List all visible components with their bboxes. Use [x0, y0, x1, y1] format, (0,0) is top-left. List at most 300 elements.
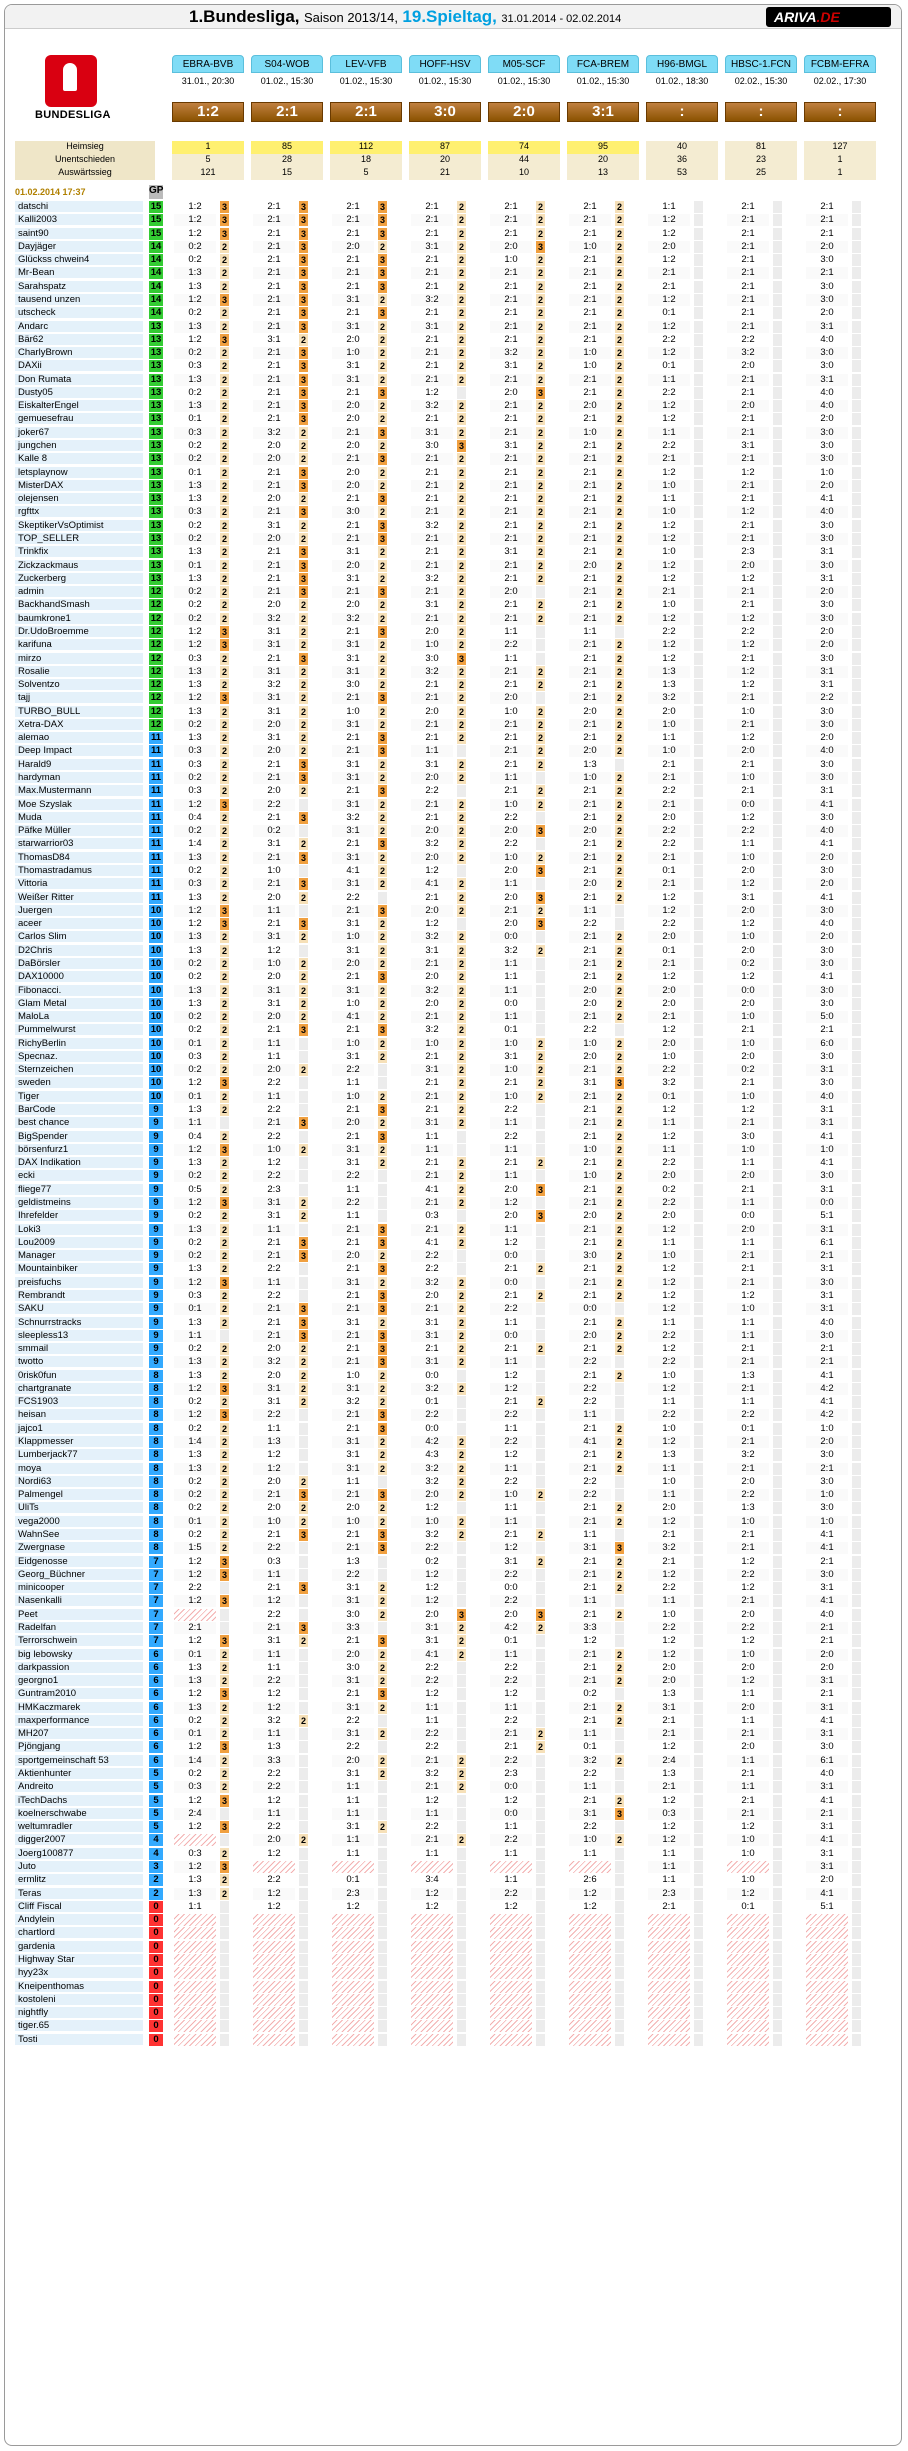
- player-name[interactable]: Palmengel: [15, 1489, 143, 1501]
- player-name[interactable]: Carlos Slim: [15, 931, 143, 943]
- player-name[interactable]: Guntram2010: [15, 1688, 143, 1700]
- point-cell: 2: [537, 401, 543, 412]
- point-cell: [852, 1051, 861, 1063]
- tip-cell: 3:1: [806, 1821, 848, 1833]
- point-cell: 2: [221, 1888, 227, 1899]
- tip-cell: 2:0: [332, 413, 374, 425]
- tip-cell: 3:2: [253, 679, 295, 691]
- point-cell: 2: [221, 746, 227, 757]
- tip-cell: 2:1: [490, 480, 532, 492]
- point-cell: [615, 1303, 624, 1315]
- player-name[interactable]: ThomasD84: [15, 852, 143, 864]
- player-name[interactable]: Zwergnase: [15, 1542, 143, 1554]
- player-name[interactable]: MH207: [15, 1728, 143, 1740]
- player-name[interactable]: fliege77: [15, 1184, 143, 1196]
- point-cell: 2: [616, 666, 622, 677]
- player-name[interactable]: hyy23x: [15, 1967, 143, 1979]
- tip-cell: 0:2: [174, 1237, 216, 1249]
- point-cell: [852, 653, 861, 665]
- player-name[interactable]: maxperformance: [15, 1715, 143, 1727]
- tip-cell: 1:1: [727, 1237, 769, 1249]
- tip-cell: 1:2: [727, 679, 769, 691]
- player-name[interactable]: hardyman: [15, 772, 143, 784]
- tip-cell: 4:0: [806, 1768, 848, 1780]
- tip-cell: 2:1: [569, 1516, 611, 1528]
- point-cell: 3: [221, 905, 227, 916]
- tip-cell: 1:2: [174, 1795, 216, 1807]
- player-name[interactable]: koelnerschwabe: [15, 1808, 143, 1820]
- point-cell: [536, 1356, 545, 1368]
- tip-cell: 4:1: [332, 865, 374, 877]
- player-name[interactable]: WahnSee: [15, 1529, 143, 1541]
- stat-home: 85: [251, 141, 323, 154]
- tip-cell: 2:2: [569, 1396, 611, 1408]
- tip-cell: 2:1: [727, 374, 769, 386]
- point-cell: [694, 440, 703, 452]
- player-name[interactable]: DAX Indikation: [15, 1157, 143, 1169]
- player-name[interactable]: Kneipenthomas: [15, 1981, 143, 1993]
- player-name[interactable]: Moe Szyslak: [15, 799, 143, 811]
- player-name[interactable]: Tiger: [15, 1091, 143, 1103]
- tip-cell: 2:1: [332, 1529, 374, 1541]
- point-cell: 2: [221, 812, 227, 823]
- point-cell: [773, 1117, 782, 1129]
- point-cell: 2: [221, 374, 227, 385]
- tip-cell: 1:2: [648, 1834, 690, 1846]
- tip-cell: [253, 2007, 295, 2019]
- point-cell: [852, 1609, 861, 1621]
- match-name[interactable]: HBSC-1.FCN: [725, 55, 797, 73]
- player-name[interactable]: Sarahspatz: [15, 281, 143, 293]
- player-name[interactable]: olejensen: [15, 493, 143, 505]
- match-name[interactable]: FCBM-EFRA: [804, 55, 876, 73]
- player-name[interactable]: Glam Metal: [15, 998, 143, 1010]
- point-cell: [773, 1569, 782, 1581]
- player-name[interactable]: Zuckerberg: [15, 573, 143, 585]
- player-name[interactable]: Thomastradamus: [15, 865, 143, 877]
- tip-cell: 2:2: [648, 1064, 690, 1076]
- ariva-logo[interactable]: [766, 7, 891, 27]
- tip-cell: 1:0: [648, 599, 690, 611]
- tip-cell: 0:2: [174, 453, 216, 465]
- player-name[interactable]: BackhandSmash: [15, 599, 143, 611]
- point-cell: 2: [221, 653, 227, 664]
- tip-cell: 1:1: [332, 1795, 374, 1807]
- player-name[interactable]: Manager: [15, 1250, 143, 1262]
- player-name[interactable]: Trinkfix: [15, 546, 143, 558]
- tip-cell: 3:1: [727, 440, 769, 452]
- player-name[interactable]: UliTs: [15, 1502, 143, 1514]
- point-cell: 2: [300, 520, 306, 531]
- tip-cell: 3:0: [806, 945, 848, 957]
- player-name[interactable]: Glückss chwein4: [15, 254, 143, 266]
- player-name[interactable]: tajj: [15, 692, 143, 704]
- tip-cell: 2:0: [569, 1330, 611, 1342]
- point-cell: [220, 1914, 229, 1926]
- player-name[interactable]: Sternzeichen: [15, 1064, 143, 1076]
- tip-cell: 2:1: [490, 201, 532, 213]
- player-name[interactable]: ecki: [15, 1170, 143, 1182]
- point-cell: 2: [616, 1105, 622, 1116]
- point-cell: [536, 1914, 545, 1926]
- point-cell: [773, 1941, 782, 1953]
- point-cell: [773, 1622, 782, 1634]
- tip-cell: 1:2: [411, 1582, 453, 1594]
- tip-cell: 1:1: [648, 1144, 690, 1156]
- player-name[interactable]: CharlyBrown: [15, 347, 143, 359]
- player-name[interactable]: gemuesefrau: [15, 413, 143, 425]
- point-cell: [694, 1303, 703, 1315]
- player-name[interactable]: Nordi63: [15, 1476, 143, 1488]
- player-name[interactable]: tiger.65: [15, 2020, 143, 2032]
- point-cell: 2: [221, 892, 227, 903]
- point-cell: 2: [458, 308, 464, 319]
- player-name[interactable]: HMKaczmarek: [15, 1702, 143, 1714]
- point-cell: [852, 865, 861, 877]
- player-name[interactable]: Pummelwurst: [15, 1024, 143, 1036]
- tip-cell: 2:1: [569, 1675, 611, 1687]
- player-name[interactable]: MisterDAX: [15, 480, 143, 492]
- player-name[interactable]: TURBO_BULL: [15, 706, 143, 718]
- player-name[interactable]: preisfuchs: [15, 1277, 143, 1289]
- tip-cell: 2:3: [727, 546, 769, 558]
- point-cell: 2: [616, 812, 622, 823]
- player-name[interactable]: Eidgenosse: [15, 1556, 143, 1568]
- match-name[interactable]: H96-BMGL: [646, 55, 718, 73]
- player-name[interactable]: darkpassion: [15, 1662, 143, 1674]
- player-name[interactable]: chartgranate: [15, 1383, 143, 1395]
- point-cell: 3: [300, 1490, 306, 1501]
- tip-cell: 1:0: [569, 427, 611, 439]
- player-name[interactable]: Juto: [15, 1861, 143, 1873]
- point-cell: [852, 706, 861, 718]
- player-name[interactable]: rgfttx: [15, 506, 143, 518]
- player-name[interactable]: Tosti: [15, 2034, 143, 2046]
- player-name[interactable]: admin: [15, 586, 143, 598]
- player-name[interactable]: Aktienhunter: [15, 1768, 143, 1780]
- player-name[interactable]: Bär62: [15, 334, 143, 346]
- point-cell: 2: [537, 666, 543, 677]
- player-name[interactable]: Joerg100877: [15, 1848, 143, 1860]
- player-name[interactable]: Peet: [15, 1609, 143, 1621]
- tip-cell: 2:2: [806, 692, 848, 704]
- player-name[interactable]: Kalle 8: [15, 453, 143, 465]
- player-name[interactable]: nightfly: [15, 2007, 143, 2019]
- tip-cell: 2:1: [648, 799, 690, 811]
- point-cell: 2: [616, 1211, 622, 1222]
- tip-cell: 2:0: [569, 1210, 611, 1222]
- tip-cell: 4:1: [806, 838, 848, 850]
- tip-cell: 2:1: [569, 1184, 611, 1196]
- tip-cell: 2:1: [727, 1808, 769, 1820]
- player-name[interactable]: heisan: [15, 1409, 143, 1421]
- player-name[interactable]: Radelfan: [15, 1622, 143, 1634]
- player-name[interactable]: Nasenkalli: [15, 1595, 143, 1607]
- point-cell: [615, 1741, 624, 1753]
- player-name[interactable]: ermlitz: [15, 1874, 143, 1886]
- point-cell: [378, 1834, 387, 1846]
- point-cell: 2: [616, 985, 622, 996]
- tip-cell: 0:0: [490, 1808, 532, 1820]
- tip-cell: 2:0: [253, 1343, 295, 1355]
- player-name[interactable]: RichyBerlin: [15, 1038, 143, 1050]
- player-name[interactable]: iTechDachs: [15, 1795, 143, 1807]
- point-cell: [773, 1449, 782, 1461]
- player-name[interactable]: Zickzackmaus: [15, 560, 143, 572]
- player-name[interactable]: Highway Star: [15, 1954, 143, 1966]
- player-name[interactable]: smmail: [15, 1343, 143, 1355]
- match-name[interactable]: FCA-BREM: [567, 55, 639, 73]
- player-name[interactable]: Klappmesser: [15, 1436, 143, 1448]
- player-name[interactable]: letsplaynow: [15, 467, 143, 479]
- player-name[interactable]: Andreito: [15, 1781, 143, 1793]
- player-name[interactable]: Kalli2003: [15, 214, 143, 226]
- match-name[interactable]: S04-WOB: [251, 55, 323, 73]
- point-cell: 3: [300, 1317, 306, 1328]
- point-cell: [220, 1981, 229, 1993]
- point-cell: [694, 1542, 703, 1554]
- player-name[interactable]: vega2000: [15, 1516, 143, 1528]
- tip-cell: 2:0: [648, 985, 690, 997]
- tip-cell: 2:1: [569, 732, 611, 744]
- tip-cell: 3:1: [332, 852, 374, 864]
- player-name[interactable]: jungchen: [15, 440, 143, 452]
- point-cell: [457, 1861, 466, 1873]
- point-cell: [773, 307, 782, 319]
- point-cell: [299, 799, 308, 811]
- player-name[interactable]: sportgemeinschaft 53: [15, 1755, 143, 1767]
- point-cell: 2: [616, 1370, 622, 1381]
- player-name[interactable]: best chance: [15, 1117, 143, 1129]
- tip-cell: 2:1: [569, 1609, 611, 1621]
- player-name[interactable]: Harald9: [15, 759, 143, 771]
- player-name[interactable]: EiskalterEngel: [15, 400, 143, 412]
- tip-cell: 1:0: [648, 1051, 690, 1063]
- point-cell: [694, 825, 703, 837]
- tip-cell: 1:2: [727, 1888, 769, 1900]
- player-name[interactable]: twotto: [15, 1356, 143, 1368]
- point-cell: 2: [616, 573, 622, 584]
- point-cell: [852, 918, 861, 930]
- player-name[interactable]: TOP_SELLER: [15, 533, 143, 545]
- point-cell: [378, 1556, 387, 1568]
- point-cell: 2: [458, 733, 464, 744]
- player-name[interactable]: chartlord: [15, 1927, 143, 1939]
- point-cell: [773, 1463, 782, 1475]
- point-cell: [773, 1303, 782, 1315]
- tip-cell: 2:2: [727, 626, 769, 638]
- player-name[interactable]: datschi: [15, 201, 143, 213]
- player-name[interactable]: Andylein: [15, 1914, 143, 1926]
- tip-cell: 2:0: [648, 241, 690, 253]
- player-name[interactable]: georgno1: [15, 1675, 143, 1687]
- point-cell: [773, 1688, 782, 1700]
- point-cell: [852, 1197, 861, 1209]
- player-name[interactable]: Päfke Müller: [15, 825, 143, 837]
- player-name[interactable]: Lou2009: [15, 1237, 143, 1249]
- player-name[interactable]: Mountainbiker: [15, 1263, 143, 1275]
- point-cell: 3: [221, 1198, 227, 1208]
- point-cell: [773, 533, 782, 545]
- player-name[interactable]: Dr.UdoBroemme: [15, 626, 143, 638]
- player-name[interactable]: weltumradler: [15, 1821, 143, 1833]
- point-cell: [457, 1582, 466, 1594]
- player-name[interactable]: Solventzo: [15, 679, 143, 691]
- point-cell: [299, 865, 308, 877]
- player-name[interactable]: moya: [15, 1463, 143, 1475]
- match-name[interactable]: LEV-VFB: [330, 55, 402, 73]
- player-name[interactable]: kostoleni: [15, 1994, 143, 2006]
- player-name[interactable]: sleepless13: [15, 1330, 143, 1342]
- player-name[interactable]: geldistmeins: [15, 1197, 143, 1209]
- tip-cell: 0:1: [174, 560, 216, 572]
- point-cell: [773, 1582, 782, 1594]
- point-cell: [773, 692, 782, 704]
- tip-cell: 2:1: [569, 679, 611, 691]
- stat-away: 53: [646, 167, 718, 180]
- player-name[interactable]: karifuna: [15, 639, 143, 651]
- player-name[interactable]: Vittoria: [15, 878, 143, 890]
- point-cell: [694, 1901, 703, 1913]
- player-name[interactable]: Rembrandt: [15, 1290, 143, 1302]
- player-name[interactable]: Mr-Bean: [15, 267, 143, 279]
- player-name[interactable]: DAX10000: [15, 971, 143, 983]
- match-result: :: [646, 102, 718, 122]
- point-cell: 2: [221, 1463, 227, 1474]
- tip-cell: 1:0: [806, 1489, 848, 1501]
- player-name[interactable]: baumkrone1: [15, 613, 143, 625]
- player-name[interactable]: saint90: [15, 228, 143, 240]
- tip-cell: 2:1: [727, 254, 769, 266]
- tip-cell: 2:2: [648, 785, 690, 797]
- player-name[interactable]: Dayjäger: [15, 241, 143, 253]
- player-name[interactable]: MaloLa: [15, 1011, 143, 1023]
- player-name[interactable]: Loki3: [15, 1224, 143, 1236]
- tip-cell: 1:0: [332, 1091, 374, 1103]
- player-name[interactable]: Xetra-DAX: [15, 719, 143, 731]
- tip-cell: 1:1: [174, 1330, 216, 1342]
- player-name[interactable]: Juergen: [15, 905, 143, 917]
- point-cell: 2: [616, 640, 622, 651]
- point-cell: 2: [616, 839, 622, 850]
- player-name[interactable]: sweden: [15, 1077, 143, 1089]
- player-name[interactable]: BarCode: [15, 1104, 143, 1116]
- point-cell: 3: [379, 268, 385, 279]
- player-name[interactable]: mirzo: [15, 653, 143, 665]
- point-cell: 2: [458, 892, 464, 903]
- point-cell: [773, 1330, 782, 1342]
- player-name[interactable]: starwarrior03: [15, 838, 143, 850]
- tip-cell: 1:1: [490, 1848, 532, 1860]
- point-cell: [773, 1981, 782, 1993]
- point-cell: 2: [379, 613, 385, 624]
- point-cell: [694, 1423, 703, 1435]
- player-name[interactable]: Ihrefelder: [15, 1210, 143, 1222]
- player-name[interactable]: Cliff Fiscal: [15, 1901, 143, 1913]
- player-name[interactable]: börsenfurz1: [15, 1144, 143, 1156]
- player-name[interactable]: Deep Impact: [15, 745, 143, 757]
- player-name[interactable]: joker67: [15, 427, 143, 439]
- tip-cell: 1:2: [174, 1635, 216, 1647]
- brand-suffix: .DE: [816, 9, 840, 25]
- tip-cell: 2:1: [490, 453, 532, 465]
- point-cell: 2: [300, 1476, 306, 1487]
- player-name[interactable]: DAXii: [15, 360, 143, 372]
- player-name[interactable]: utscheck: [15, 307, 143, 319]
- player-name[interactable]: Pjöngjang: [15, 1741, 143, 1753]
- player-name[interactable]: tausend unzen: [15, 294, 143, 306]
- tip-cell: 2:1: [569, 281, 611, 293]
- match-name[interactable]: M05-SCF: [488, 55, 560, 73]
- match-name[interactable]: HOFF-HSV: [409, 55, 481, 73]
- point-cell: 3: [379, 733, 385, 744]
- player-name[interactable]: Andarc: [15, 321, 143, 333]
- player-name[interactable]: Weißer Ritter: [15, 892, 143, 904]
- player-name[interactable]: big lebowsky: [15, 1649, 143, 1661]
- player-name[interactable]: gardenia: [15, 1941, 143, 1953]
- point-cell: [457, 1914, 466, 1926]
- tip-cell: [490, 2007, 532, 2019]
- point-cell: 2: [616, 361, 622, 372]
- player-name[interactable]: Dusty05: [15, 387, 143, 399]
- player-name[interactable]: Muda: [15, 812, 143, 824]
- player-name[interactable]: Max.Mustermann: [15, 785, 143, 797]
- point-cell: [220, 1927, 229, 1939]
- player-name[interactable]: SkeptikerVsOptimist: [15, 520, 143, 532]
- player-name[interactable]: D2Chris: [15, 945, 143, 957]
- player-name[interactable]: Fibonacci.: [15, 985, 143, 997]
- point-cell: [457, 1901, 466, 1913]
- point-cell: 2: [379, 1516, 385, 1527]
- point-cell: 2: [458, 454, 464, 465]
- tip-cell: 1:2: [648, 520, 690, 532]
- tip-cell: 3:0: [332, 679, 374, 691]
- player-name[interactable]: Terrorschwein: [15, 1635, 143, 1647]
- point-cell: [852, 812, 861, 824]
- match-name[interactable]: EBRA-BVB: [172, 55, 244, 73]
- player-name[interactable]: Lumberjack77: [15, 1449, 143, 1461]
- point-cell: [694, 493, 703, 505]
- point-cell: [457, 1927, 466, 1939]
- player-name[interactable]: Specnaz.: [15, 1051, 143, 1063]
- point-cell: 3: [300, 361, 306, 372]
- tip-cell: 3:0: [806, 1170, 848, 1182]
- tip-cell: 2:1: [569, 865, 611, 877]
- player-name[interactable]: alemao: [15, 732, 143, 744]
- tip-cell: 3:0: [806, 1476, 848, 1488]
- player-name[interactable]: Rosalie: [15, 666, 143, 678]
- player-name[interactable]: Georg_Büchner: [15, 1569, 143, 1581]
- player-name[interactable]: Don Rumata: [15, 374, 143, 386]
- player-name[interactable]: SAKU: [15, 1303, 143, 1315]
- player-name[interactable]: DaBörsler: [15, 958, 143, 970]
- point-cell: [220, 2020, 229, 2032]
- player-name[interactable]: digger2007: [15, 1834, 143, 1846]
- player-name[interactable]: aceer: [15, 918, 143, 930]
- tip-cell: [569, 1981, 611, 1993]
- player-name[interactable]: minicooper: [15, 1582, 143, 1594]
- point-cell: [615, 1901, 624, 1913]
- player-name[interactable]: Teras: [15, 1888, 143, 1900]
- tip-cell: 2:1: [253, 241, 295, 253]
- tip-cell: 2:1: [490, 666, 532, 678]
- tip-cell: 1:2: [411, 1595, 453, 1607]
- player-name[interactable]: Schnurrstracks: [15, 1317, 143, 1329]
- player-name[interactable]: BigSpender: [15, 1131, 143, 1143]
- player-name[interactable]: jajco1: [15, 1423, 143, 1435]
- player-name[interactable]: 0risk0fun: [15, 1370, 143, 1382]
- player-name[interactable]: FCS1903: [15, 1396, 143, 1408]
